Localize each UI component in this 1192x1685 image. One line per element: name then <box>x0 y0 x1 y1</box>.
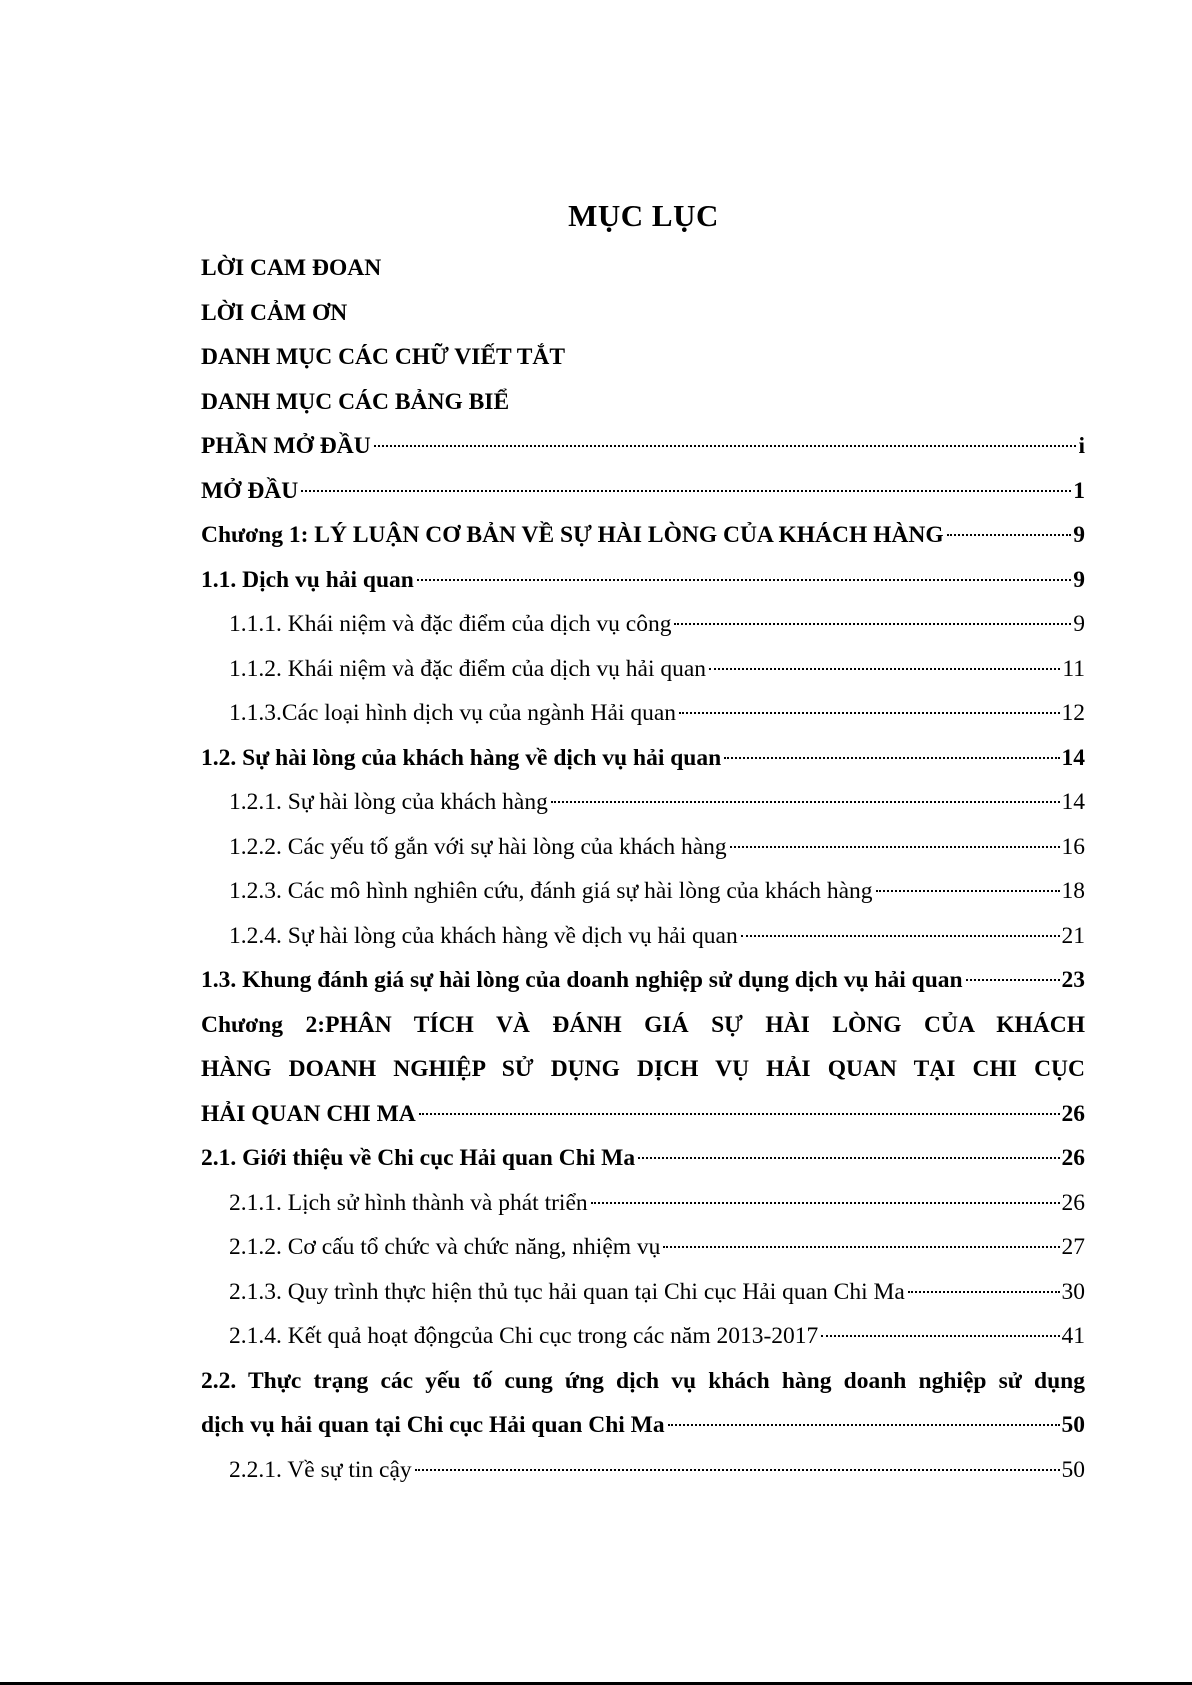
toc-entry-page: i <box>1078 433 1085 459</box>
toc-entry-text: 1.2. Sự hài lòng của khách hàng về dịch vụ hải quan <box>201 744 722 771</box>
toc-entry-page: 9 <box>1073 522 1085 548</box>
toc-entry-page: 27 <box>1061 1234 1085 1260</box>
dot-leader <box>821 1334 1059 1337</box>
toc-entry[interactable] <box>201 246 1085 291</box>
toc-entry[interactable] <box>201 1270 1085 1315</box>
toc-entry-text: 1.1.1. Khái niệm và đặc điểm của dịch vụ công <box>229 611 672 637</box>
toc-entry[interactable] <box>201 602 1085 647</box>
dot-leader <box>668 1423 1060 1426</box>
toc-entry-page: 21 <box>1061 922 1085 949</box>
toc-entry-page: 26 <box>1061 1100 1085 1127</box>
toc-entry-text: LỜI CẢM ƠN <box>201 299 348 326</box>
toc-title: MỤC LỤC <box>568 198 719 233</box>
toc-entry-page: 16 <box>1061 833 1085 860</box>
toc-entry[interactable] <box>201 335 1085 380</box>
toc-entry-page: 1 <box>1073 477 1085 504</box>
toc-entry[interactable] <box>201 1314 1085 1359</box>
toc-entry[interactable] <box>201 513 1085 558</box>
toc-entry-text: 2.1.1. Lịch sử hình thành và phát triển <box>229 1189 588 1216</box>
toc-entry[interactable] <box>201 1225 1085 1270</box>
dot-leader <box>876 889 1060 892</box>
toc-entry-text: 1.2.2. Các yếu tố gắn với sự hài lòng của khách hàng <box>229 833 727 860</box>
dot-leader <box>663 1245 1059 1248</box>
toc-entry-text: 1.1. Dịch vụ hải quan <box>201 566 414 593</box>
toc-entry-page: 9 <box>1073 611 1085 637</box>
toc-entry-text: PHẦN MỞ ĐẦU <box>201 433 371 459</box>
toc-entry-page: 9 <box>1073 566 1085 593</box>
dot-leader <box>709 667 1060 670</box>
toc-entry[interactable] <box>201 1136 1085 1181</box>
toc-entry-page: 26 <box>1061 1189 1085 1216</box>
toc-entry-text: 1.3. Khung đánh giá sự hài lòng của doanh nghiệp sử dụng dịch vụ hải quan <box>201 967 963 993</box>
toc-entry[interactable] <box>201 1092 1085 1137</box>
toc-entry[interactable] <box>201 869 1085 914</box>
dot-leader <box>638 1156 1059 1159</box>
toc-entry[interactable] <box>201 736 1085 781</box>
dot-leader <box>908 1290 1060 1293</box>
toc-entry-page: 12 <box>1061 700 1085 726</box>
toc-entry-text: 2.1.3. Quy trình thực hiện thủ tục hải quan tại Chi cục Hải quan Chi Ma <box>229 1278 905 1305</box>
dot-leader <box>947 533 1072 536</box>
toc-entry-text: 1.2.4. Sự hài lòng của khách hàng về dịch vụ hải quan <box>229 922 738 949</box>
toc-entry-line[interactable]: HÀNG DOANH NGHIỆP SỬ DỤNG DỊCH VỤ HẢI QUAN TẠI CHI CỤC <box>201 1056 1085 1082</box>
toc-entry-text: DANH MỤC CÁC BẢNG BIỂ <box>201 388 510 415</box>
toc-entry-text: 1.2.1. Sự hài lòng của khách hàng <box>229 789 548 815</box>
toc-entry[interactable] <box>201 1403 1085 1448</box>
dot-leader <box>419 1112 1060 1115</box>
toc-entry-text: Chương 1: LÝ LUẬN CƠ BẢN VỀ SỰ HÀI LÒNG CỦA KHÁCH HÀNG <box>201 522 944 548</box>
toc-entry[interactable] <box>201 958 1085 1003</box>
dot-leader <box>966 978 1060 981</box>
toc-entry-line[interactable]: Chương 2:PHÂN TÍCH VÀ ĐÁNH GIÁ SỰ HÀI LÒNG CỦA KHÁCH <box>201 1011 1085 1038</box>
dot-leader <box>724 756 1059 759</box>
toc-entry-text: dịch vụ hải quan tại Chi cục Hải quan Chi Ma <box>201 1412 665 1438</box>
toc-entry-text: DANH MỤC CÁC CHỮ VIẾT TẮT <box>201 344 566 370</box>
table-of-contents <box>201 246 1085 1492</box>
toc-entry[interactable] <box>201 1448 1085 1493</box>
toc-entry-text: 1.1.2. Khái niệm và đặc điểm của dịch vụ hải quan <box>229 655 707 682</box>
toc-entry-line[interactable]: 2.2. Thực trạng các yếu tố cung ứng dịch vụ khách hàng doanh nghiệp sử dụng <box>201 1367 1085 1394</box>
toc-entry[interactable] <box>201 825 1085 870</box>
dot-leader <box>674 622 1071 625</box>
dot-leader <box>591 1201 1060 1204</box>
toc-entry-text: MỞ ĐẦU <box>201 477 299 504</box>
toc-entry-page: 41 <box>1061 1323 1085 1349</box>
dot-leader <box>301 489 1071 492</box>
toc-entry-page: 14 <box>1061 789 1085 815</box>
dot-leader <box>374 444 1077 447</box>
dot-leader <box>415 1468 1060 1471</box>
toc-entry[interactable] <box>201 469 1085 514</box>
dot-leader <box>417 578 1071 581</box>
dot-leader <box>741 934 1060 937</box>
toc-entry-text: 2.1.4. Kết quả hoạt độngcủa Chi cục trong các năm 2013-2017 <box>229 1323 819 1349</box>
toc-entry-page: 30 <box>1061 1278 1085 1305</box>
toc-entry-text: LỜI CAM ĐOAN <box>201 255 382 281</box>
toc-entry-page: 50 <box>1061 1412 1085 1438</box>
dot-leader <box>679 711 1059 714</box>
toc-entry-page: 26 <box>1061 1145 1085 1171</box>
toc-entry-text: 2.1.2. Cơ cấu tổ chức và chức năng, nhiệm vụ <box>229 1234 661 1260</box>
toc-entry-page: 11 <box>1062 655 1085 682</box>
toc-entry[interactable] <box>201 291 1085 336</box>
toc-entry[interactable] <box>201 558 1085 603</box>
toc-entry-text: HẢI QUAN CHI MA <box>201 1100 416 1127</box>
toc-entry-page: 23 <box>1061 967 1085 993</box>
toc-entry-page: 50 <box>1061 1456 1085 1483</box>
toc-entry-page: 14 <box>1061 744 1085 771</box>
toc-entry[interactable] <box>201 424 1085 469</box>
dot-leader <box>551 800 1060 803</box>
toc-entry-text: 2.2.1. Về sự tin cậy <box>229 1456 412 1483</box>
toc-entry-page: 18 <box>1061 878 1085 904</box>
toc-entry[interactable] <box>201 1181 1085 1226</box>
toc-entry[interactable] <box>201 647 1085 692</box>
dot-leader <box>730 845 1060 848</box>
toc-entry-text: 1.1.3.Các loại hình dịch vụ của ngành Hải quan <box>229 700 677 726</box>
toc-entry[interactable] <box>201 914 1085 959</box>
toc-entry[interactable] <box>201 780 1085 825</box>
toc-entry[interactable] <box>201 691 1085 736</box>
toc-entry[interactable] <box>201 380 1085 425</box>
toc-entry-text: 2.1. Giới thiệu về Chi cục Hải quan Chi Ma <box>201 1145 636 1171</box>
toc-entry-text: 1.2.3. Các mô hình nghiên cứu, đánh giá sự hài lòng của khách hàng <box>229 878 873 904</box>
